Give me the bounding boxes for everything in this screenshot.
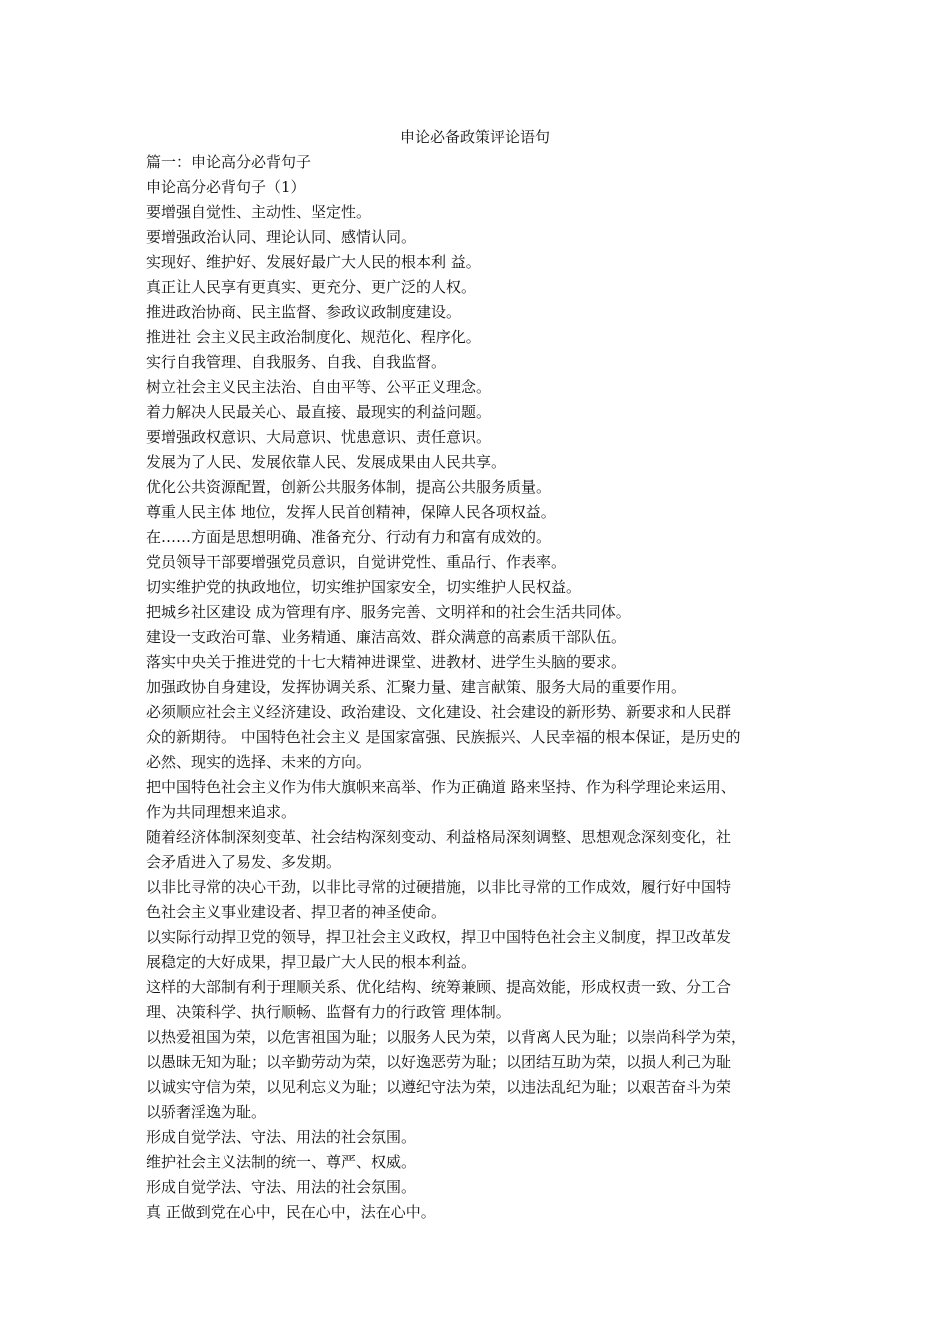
text-line: 优化公共资源配置，创新公共服务体制，提高公共服务质量。 [146, 478, 552, 496]
text-line: 以非比寻常的决心干劲，以非比寻常的过硬措施，以非比寻常的工作成效，履行好中国特 [146, 878, 732, 896]
text-line: 建设一支政治可靠、业务精通、廉洁高效、群众满意的高素质干部队伍。 [146, 628, 627, 646]
text-line: 以实际行动捍卫党的领导，捍卫社会主义政权，捍卫中国特色社会主义制度，捍卫改革发 [146, 928, 732, 946]
text-line: 真正让人民享有更真实、更充分、更广泛的人权。 [146, 278, 477, 296]
text-line: 必须顺应社会主义经济建设、政治建设、文化建设、社会建设的新形势、新要求和人民群 [146, 703, 732, 721]
text-line: 要增强自觉性、主动性、坚定性。 [146, 203, 372, 221]
text-line: 会矛盾进入了易发、多发期。 [146, 853, 342, 871]
text-line: 党员领导干部要增强党员意识，自觉讲党性、重品行、作表率。 [146, 553, 567, 571]
text-line: 众的新期待。 中国特色社会主义 是国家富强、民族振兴、人民幸福的根本保证，是历史的 [146, 728, 741, 746]
text-line: 作为共同理想来追求。 [146, 803, 297, 821]
text-line: 随着经济体制深刻变革、社会结构深刻变动、利益格局深刻调整、思想观念深刻变化，社 [146, 828, 732, 846]
document-title: 申论必备政策评论语句 [399, 128, 550, 146]
text-line: 展稳定的大好成果，捍卫最广大人民的根本利益。 [146, 953, 477, 971]
text-line: 实行自我管理、自我服务、自我、自我监督。 [146, 353, 447, 371]
text-line: 把中国特色社会主义作为伟大旗帜来高举、作为正确道 路来坚持、作为科学理论来运用、 [146, 778, 736, 796]
text-line: 维护社会主义法制的统一、尊严、权威。 [146, 1153, 417, 1171]
text-line: 这样的大部制有利于理顺关系、优化结构、统筹兼顾、提高效能，形成权责一致、分工合 [146, 978, 732, 996]
text-line: 真 正做到党在心中，民在心中，法在心中。 [146, 1203, 436, 1221]
text-line: 要增强政治认同、理论认同、感情认同。 [146, 228, 417, 246]
document-body [146, 150, 814, 1225]
text-line: 形成自觉学法、守法、用法的社会氛围。 [146, 1178, 417, 1196]
text-line: 尊重人民主体 地位，发挥人民首创精神，保障人民各项权益。 [146, 503, 556, 521]
text-line: 要增强政权意识、大局意识、忧患意识、责任意识。 [146, 428, 492, 446]
text-line: 在……方面是思想明确、准备充分、行动有力和富有成效的。 [146, 528, 552, 546]
text-line: 必然、现实的选择、未来的方向。 [146, 753, 372, 771]
text-line: 以诚实守信为荣，以见利忘义为耻；以遵纪守法为荣，以违法乱纪为耻；以艰苦奋斗为荣 [146, 1078, 732, 1096]
text-line: 加强政协自身建设，发挥协调关系、汇聚力量、建言献策、服务大局的重要作用。 [146, 678, 687, 696]
text-line: 以热爱祖国为荣，以危害祖国为耻；以服务人民为荣，以背离人民为耻；以崇尚科学为荣， [146, 1028, 747, 1046]
text-line: 落实中央关于推进党的十七大精神进课堂、进教材、进学生头脑的要求。 [146, 653, 627, 671]
text-line: 以骄奢淫逸为耻。 [146, 1103, 267, 1121]
text-line: 推进社 会主义民主政治制度化、规范化、程序化。 [146, 328, 481, 346]
text-line: 色社会主义事业建设者、捍卫者的神圣使命。 [146, 903, 447, 921]
text-line: 切实维护党的执政地位，切实维护国家安全，切实维护人民权益。 [146, 578, 582, 596]
text-line: 实现好、维护好、发展好最广大人民的根本利 益。 [146, 253, 481, 271]
text-line: 把城乡社区建设 成为管理有序、服务完善、文明祥和的社会生活共同体。 [146, 603, 631, 621]
text-line: 以愚昧无知为耻；以辛勤劳动为荣，以好逸恶劳为耻；以团结互助为荣，以损人利己为耻 [146, 1053, 732, 1071]
text-line: 着力解决人民最关心、最直接、最现实的利益问题。 [146, 403, 492, 421]
text-line: 推进政治协商、民主监督、参政议政制度建设。 [146, 303, 462, 321]
text-line: 树立社会主义民主法治、自由平等、公平正义理念。 [146, 378, 492, 396]
text-line: 发展为了人民、发展依靠人民、发展成果由人民共享。 [146, 453, 507, 471]
subsection-heading: 申论高分必背句子（1） [146, 178, 306, 196]
section-heading: 篇一：申论高分必背句子 [146, 153, 312, 171]
text-line: 理、决策科学、执行顺畅、监督有力的行政管 理体制。 [146, 1003, 511, 1021]
text-line: 形成自觉学法、守法、用法的社会氛围。 [146, 1128, 417, 1146]
